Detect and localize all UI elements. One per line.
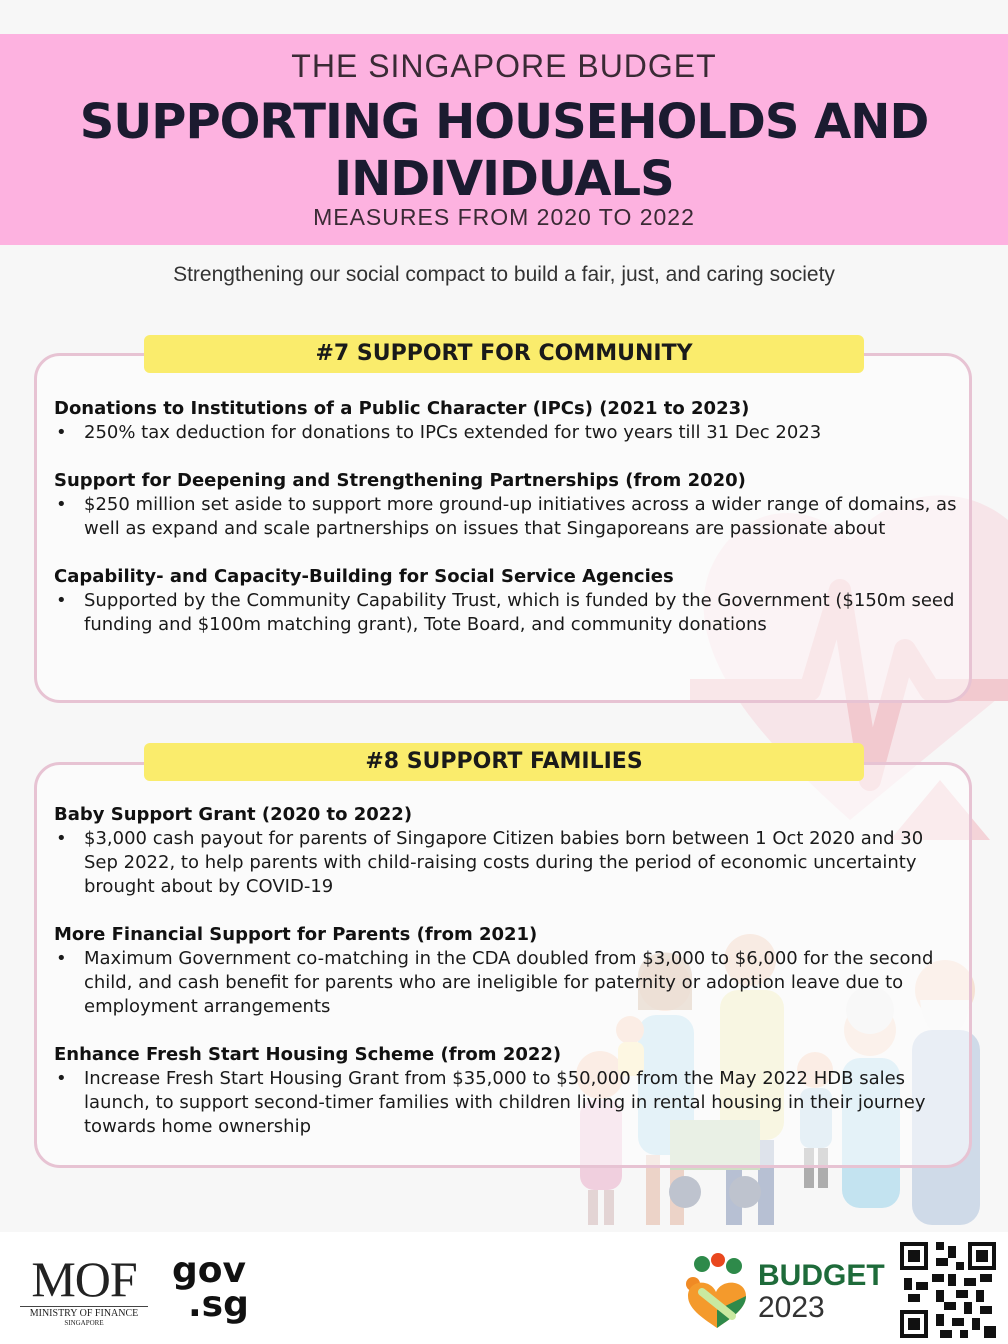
community-section-content [54,397,959,661]
govsg-logo-line1: gov [172,1250,246,1291]
header-subtitle: MEASURES FROM 2020 TO 2022 [313,204,695,230]
list-item [54,803,959,899]
families-section-content [54,803,959,1163]
item-bullet: • Supported by the Community Capability Trust, which is funded by the Government ($150m seed funding and $100m matching grant), Tote Board, and community donations [54,589,959,637]
page-title-line1: SUPPORTING HOUSEHOLDS AND [79,94,929,150]
list-item [54,565,959,637]
item-bullet: • $250 million set aside to support more ground-up initiatives across a wider range of domains, as well as expand and scale partnerships on issues that Singaporeans are passionate about [54,493,959,541]
footer [0,1232,1008,1344]
list-item [54,923,959,1019]
header-banner [0,34,1008,245]
mof-logo [20,1251,148,1327]
community-section-heading: #7 SUPPORT FOR COMMUNITY [144,335,864,373]
budget-label: BUDGET [758,1259,885,1292]
list-item [54,1043,959,1139]
item-bullet: • Maximum Government co-matching in the CDA doubled from $3,000 to $6,000 for the second child, and cash benefit for parents who are ineligible for paternity or adoption leave due to employment arrangements [54,947,959,1019]
item-bullet: • Increase Fresh Start Housing Grant from $35,000 to $50,000 from the May 2022 HDB sales launch, to support second-timer families with children living in rental housing in their journey towards home ownership [54,1067,959,1139]
list-item [54,397,959,445]
tagline: Strengthening our social compact to build a fair, just, and caring society [173,263,835,286]
govsg-logo-line2: .sg [188,1284,249,1325]
item-title: Capability- and Capacity-Building for Social Service Agencies [54,566,674,587]
budget-heart-logo-icon [684,1250,750,1328]
item-title: Support for Deepening and Strengthening Partnerships (from 2020) [54,470,746,491]
page-title-line2: INDIVIDUALS [334,151,674,207]
item-title: Donations to Institutions of a Public Character (IPCs) (2021 to 2023) [54,398,750,419]
mof-logo-text: MOF [31,1251,137,1307]
item-title: More Financial Support for Parents (from 2021) [54,924,538,945]
budget-wordmark [758,1260,885,1324]
item-title: Enhance Fresh Start Housing Scheme (from 2022) [54,1044,562,1065]
list-item [54,469,959,541]
qr-code-icon[interactable] [900,1242,996,1338]
families-section-heading: #8 SUPPORT FAMILIES [144,743,864,781]
mof-logo-line2: SINGAPORE [64,1319,104,1327]
item-title: Baby Support Grant (2020 to 2022) [54,804,413,825]
page-title [0,94,1008,208]
item-bullet: • $3,000 cash payout for parents of Singapore Citizen babies born between 1 Oct 2020 and 30 Sep 2022, to help parents with child-raising costs during the period of economic uncertainty brought about by COVID-19 [54,827,959,899]
govsg-logo [172,1250,249,1325]
budget-year: 2023 [758,1291,825,1324]
item-bullet: • 250% tax deduction for donations to IPCs extended for two years till 31 Dec 2023 [54,421,959,445]
mof-logo-line1: MINISTRY OF FINANCE [20,1306,148,1319]
header-kicker: THE SINGAPORE BUDGET [291,48,717,84]
